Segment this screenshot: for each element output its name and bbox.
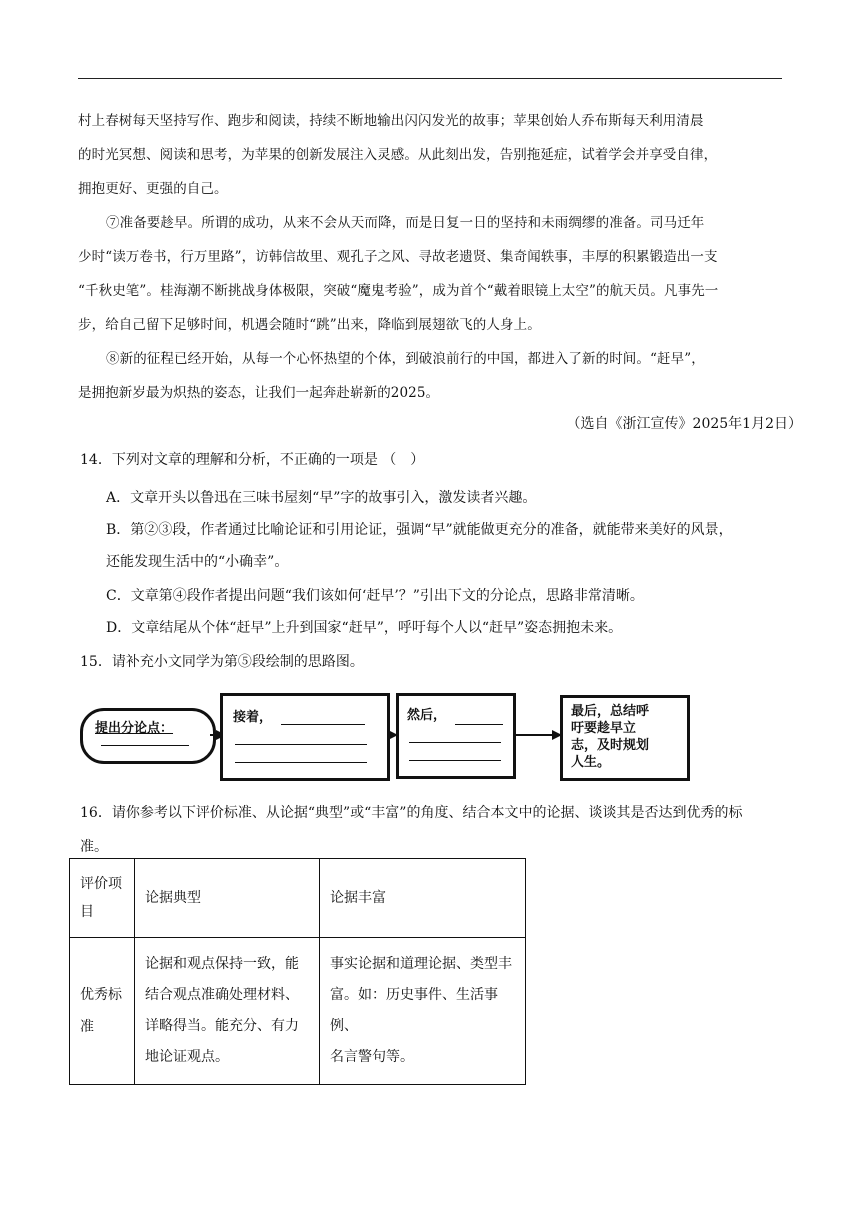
option-c: C．文章第④段作者提出问题“我们该如何‘赶早’？”引出下文的分论点，思路非常清晰。 xyxy=(106,588,644,604)
text-line: 拥抱更好、更强的自己。 xyxy=(78,181,228,197)
flow-box-label: 接着， xyxy=(233,710,273,725)
text-line: 吁要趁早立 xyxy=(571,721,637,736)
flow-box-next xyxy=(220,693,390,781)
text-line: 的时光冥想、阅读和思考，为苹果的创新发展注入灵感。从此刻出发，告别拖延症，试着学会并享受自律， xyxy=(78,147,718,163)
answer-blank xyxy=(455,724,503,725)
text-line: 名言警句等。 xyxy=(330,1049,414,1065)
table-row xyxy=(70,938,526,1085)
table-cell xyxy=(70,859,135,938)
answer-blank xyxy=(409,760,501,761)
source-citation: （选自《浙江宣传》2025年1月2日） xyxy=(566,416,802,432)
option-b xyxy=(106,514,788,578)
option-d: D．文章结尾从个体“赶早”上升到国家“赶早”，呼吁每个人以“赶早”姿态拥抱未来。 xyxy=(106,620,623,636)
flow-box-label: 提出分论点： xyxy=(95,721,174,736)
table-cell: 论据典型 xyxy=(135,859,320,938)
question-16-stem xyxy=(80,796,788,864)
answer-blank xyxy=(409,742,501,743)
table-cell xyxy=(70,938,135,1085)
text-line: 富。如：历史事件、生活事例、 xyxy=(330,987,498,1034)
answer-blank xyxy=(281,724,365,725)
text-line: 详略得当。能充分、有力 xyxy=(145,1018,299,1034)
flow-box-label: 然后， xyxy=(407,708,447,723)
text-line: 步，给自己留下足够时间，机遇会随时“跳”出来，降临到展翅欲飞的人身上。 xyxy=(78,317,541,333)
text-line: 还能发现生活中的“小确幸”。 xyxy=(106,554,289,570)
paragraph-8 xyxy=(78,342,788,410)
flow-box-then xyxy=(396,693,516,779)
text-line: ⑧新的征程已经开始，从每一个心怀热望的个体，到破浪前行的中国，都进入了新的时间。“赶早”， xyxy=(106,351,705,367)
paragraph-7 xyxy=(78,206,788,342)
question-14-stem: 14．下列对文章的理解和分析，不正确的一项是 （ ） xyxy=(80,452,425,468)
text-line: 准 xyxy=(80,1019,94,1035)
paragraph-continued xyxy=(78,104,788,206)
thinking-flow-diagram xyxy=(80,690,690,782)
text-line: 结合观点准确处理材料、 xyxy=(145,987,299,1003)
flow-box-subpoint xyxy=(80,708,216,764)
text-line: 志，及时规划 xyxy=(571,738,650,753)
text-line: 优秀标 xyxy=(80,987,122,1003)
evaluation-criteria-table xyxy=(69,858,526,1085)
option-a: A．文章开头以鲁迅在三味书屋刻“早”字的故事引入，激发读者兴趣。 xyxy=(106,490,537,506)
conclusion-text xyxy=(571,703,649,771)
text-line: 事实论据和道理论据、类型丰 xyxy=(330,956,512,972)
answer-blank xyxy=(101,745,189,746)
table-cell xyxy=(320,938,526,1085)
header-rule xyxy=(78,78,782,79)
text-line: 准。 xyxy=(80,839,108,855)
answer-blank xyxy=(235,744,367,745)
text-line: 评价项 xyxy=(80,876,122,892)
flow-arrow xyxy=(516,734,560,736)
answer-blank xyxy=(235,762,367,763)
table-row xyxy=(70,859,526,938)
flow-arrow xyxy=(388,734,396,736)
text-line: 论据和观点保持一致，能 xyxy=(145,956,299,972)
text-line: B．第②③段，作者通过比喻论证和引用论证，强调“早”就能做更充分的准备，就能带来美好的风景， xyxy=(106,522,733,538)
text-line: ⑦准备要趁早。所谓的成功，从来不会从天而降，而是日复一日的坚持和未雨绸缪的准备。司马迁年 xyxy=(106,215,705,231)
text-line: 少时“读万卷书，行万里路”，访韩信故里、观孔子之风、寻故老遗贤、集奇闻轶事，丰厚的积累锻造出一支 xyxy=(78,249,718,265)
table-cell xyxy=(135,938,320,1085)
text-line: 16．请你参考以下评价标准、从论据“典型”或“丰富”的角度、结合本文中的论据、谈谈其是否达到优秀的标 xyxy=(80,805,743,821)
text-line: 村上春树每天坚持写作、跑步和阅读，持续不断地输出闪闪发光的故事；苹果创始人乔布斯每天利用清晨 xyxy=(78,113,704,129)
table-cell: 论据丰富 xyxy=(320,859,526,938)
text-line: 地论证观点。 xyxy=(145,1049,229,1065)
text-line: 是拥抱新岁最为炽热的姿态，让我们一起奔赴崭新的2025。 xyxy=(78,385,440,401)
text-line: “千秋史笔”。桂海潮不断挑战身体极限，突破“魔鬼考验”，成为首个“戴着眼镜上太空”的航天员。凡事先一 xyxy=(78,283,719,299)
text-line: 目 xyxy=(80,904,94,920)
text-line: 最后，总结呼 xyxy=(571,704,650,719)
flow-box-conclusion xyxy=(560,695,690,781)
text-line: 人生。 xyxy=(571,755,611,770)
question-15-stem: 15．请补充小文同学为第⑤段绘制的思路图。 xyxy=(80,654,364,670)
